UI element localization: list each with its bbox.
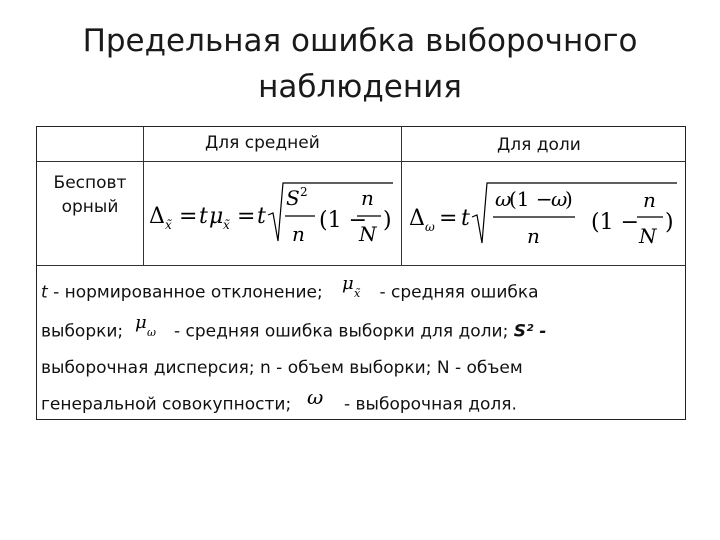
legend-line-3: выборочная дисперсия; n - объем выборки; N - объем (41, 358, 523, 378)
svg-text:=: = (237, 204, 256, 229)
legend-line2-start: выборки; (41, 321, 124, 342)
formula-table (36, 126, 686, 420)
svg-text:(1 −: (1 − (509, 187, 553, 211)
table-col-divider-2 (401, 127, 402, 265)
svg-text:ω: ω (425, 220, 435, 234)
svg-text:=: = (439, 206, 458, 231)
formula-mean (147, 179, 397, 261)
legend-omega-text: - выборочная доля. (344, 394, 517, 415)
svg-text:ω: ω (551, 187, 568, 211)
svg-text:n: n (361, 186, 374, 210)
svg-text:ω: ω (306, 386, 323, 409)
title-line-2: наблюдения (258, 69, 462, 105)
svg-text:t: t (257, 204, 266, 229)
formula-share (405, 179, 681, 263)
legend-t-text: - нормированное отклонение; (53, 282, 323, 303)
table-body-divider (37, 265, 685, 266)
svg-text:μ: μ (342, 273, 354, 294)
title-line-1: Предельная ошибка выборочного (82, 23, 638, 59)
page-title (0, 18, 720, 110)
legend-line-4 (41, 386, 681, 423)
svg-text:x̃: x̃ (165, 218, 172, 232)
legend-line4-start: генеральной совокупности; (41, 394, 292, 415)
svg-text:ω: ω (495, 187, 512, 211)
svg-text:μ: μ (209, 204, 224, 229)
svg-text:Δ: Δ (149, 204, 165, 229)
svg-text:N: N (639, 224, 657, 248)
svg-text:n: n (643, 188, 656, 212)
col-header-mean: Для средней (205, 133, 320, 153)
legend-block (41, 273, 681, 423)
svg-text:μ: μ (134, 312, 147, 333)
col-header-share: Для доли (497, 135, 581, 155)
svg-text:ω: ω (146, 326, 156, 338)
legend-line-1 (41, 273, 681, 312)
svg-text:Δ: Δ (409, 206, 425, 231)
svg-text:N: N (359, 222, 377, 246)
formula-share-svg (405, 179, 681, 257)
svg-text:x̃: x̃ (354, 287, 361, 299)
row-header-line-1: Бесповт (53, 173, 127, 193)
mu-x-symbol-icon (328, 273, 374, 312)
table-col-divider-1 (143, 127, 144, 265)
omega-symbol-icon (297, 386, 339, 423)
svg-text:): ) (383, 208, 392, 233)
legend-line-2 (41, 312, 681, 351)
row-header-line-2: орный (61, 197, 119, 217)
formula-mean-svg (147, 179, 397, 255)
svg-text:n: n (527, 224, 540, 248)
row-header-nonrepeat (43, 171, 137, 219)
svg-text:S: S (286, 186, 300, 210)
table-header-divider (37, 161, 685, 162)
svg-text:): ) (565, 187, 573, 211)
svg-text:(1 −: (1 − (319, 208, 368, 233)
svg-text:t: t (461, 206, 470, 231)
mu-omega-symbol-icon (129, 312, 169, 351)
legend-mu-text: - средняя ошибка (379, 282, 539, 303)
svg-text:): ) (665, 210, 674, 235)
legend-s2-symbol: S² - (513, 321, 547, 342)
svg-text:x̃: x̃ (223, 218, 230, 232)
svg-text:n: n (292, 222, 305, 246)
svg-text:t: t (199, 204, 208, 229)
svg-text:2: 2 (300, 185, 308, 199)
svg-text:(1 −: (1 − (591, 210, 640, 235)
legend-mu-omega-text: - средняя ошибка выборки для доли; (173, 321, 509, 342)
legend-t-symbol: t (41, 282, 48, 303)
svg-text:=: = (179, 204, 198, 229)
